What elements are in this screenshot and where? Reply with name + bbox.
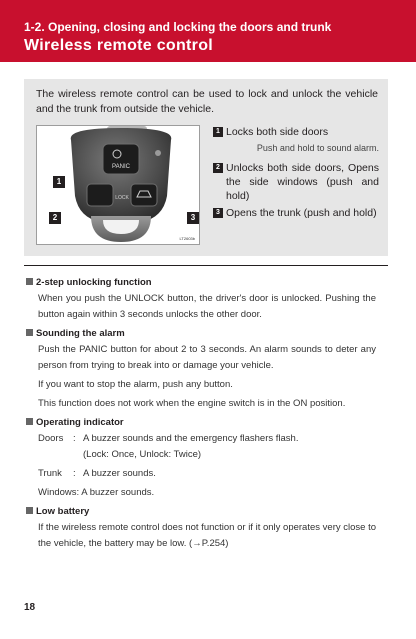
chapter-header [0,0,416,62]
section-heading: 2-step unlocking function [26,275,376,291]
legend-text: Locks both side doors [226,126,329,138]
section-heading: Sounding the alarm [26,326,376,342]
section-heading: Operating indicator [26,415,376,431]
indicator-row-trunk [26,466,376,482]
square-bullet-icon [26,278,33,285]
figure-code: LT2603b [179,236,195,241]
square-bullet-icon [26,507,33,514]
trunk-button [131,184,157,206]
square-bullet-icon [26,329,33,336]
callout-1: 1 [53,176,65,188]
callout-3: 3 [187,212,199,224]
alarm-stop-text: If you want to stop the alarm, push any button. [38,379,233,390]
row-label: Doors [38,433,64,444]
legend-item-2 [213,161,379,203]
battery-text: If the wireless remote control does not function or if it only operates very close to the vehicle, the battery may be low. (→P.254) [38,522,376,549]
row-separator: : [73,468,76,479]
alarm-text: Push the PANIC button for about 2 to 3 seconds. An alarm sounds to deter any person from trying to break into or damage your vehicle. [38,344,376,371]
section-heading: Low battery [26,504,376,520]
unlocking-text: When you push the UNLOCK button, the driver's door is unlocked. Pushing the button again within 3 seconds unlocks the other door. [38,293,376,320]
panic-label: PANIC [112,164,130,170]
row-separator: : [73,433,76,444]
legend-text: Unlocks both side doors, Opens the side windows (push and hold) [226,162,379,202]
legend-item-3 [213,206,379,220]
intro-text: The wireless remote control can be used to lock and unlock the vehicle and the trunk from outside the vehicle. [36,88,378,115]
row-value: A buzzer sounds. [83,468,156,479]
unlock-button [87,184,113,206]
legend-number: 2 [213,163,223,173]
alarm-note-text: This function does not work when the engine switch is in the ON position. [38,398,346,409]
key-fob-body [71,128,172,222]
legend-item-1 [213,125,379,155]
callout-2: 2 [49,212,61,224]
lock-label: LOCK [115,195,129,201]
indicator-row-doors [26,431,376,463]
row-value: A buzzer sounds and the emergency flashers flash. (Lock: Once, Unlock: Twice) [83,433,299,460]
square-bullet-icon [26,418,33,425]
page-title: Wireless remote control [24,37,214,54]
legend-number: 3 [213,208,223,218]
button-legend [213,125,379,223]
legend-text: Opens the trunk (push and hold) [226,207,377,219]
section-title: 1-2. Opening, closing and locking the doors and trunk [24,20,332,34]
notes-content [26,272,376,552]
row-label: Trunk [38,468,62,479]
legend-number: 1 [213,127,223,137]
page-number: 18 [24,602,36,613]
overview-box [24,79,388,256]
indicator-led [155,150,161,156]
remote-control-photo [36,125,200,245]
section-divider [24,265,388,266]
indicator-windows-text: Windows: A buzzer sounds. [38,487,155,498]
legend-note: Push and hold to sound alarm. [256,143,379,153]
